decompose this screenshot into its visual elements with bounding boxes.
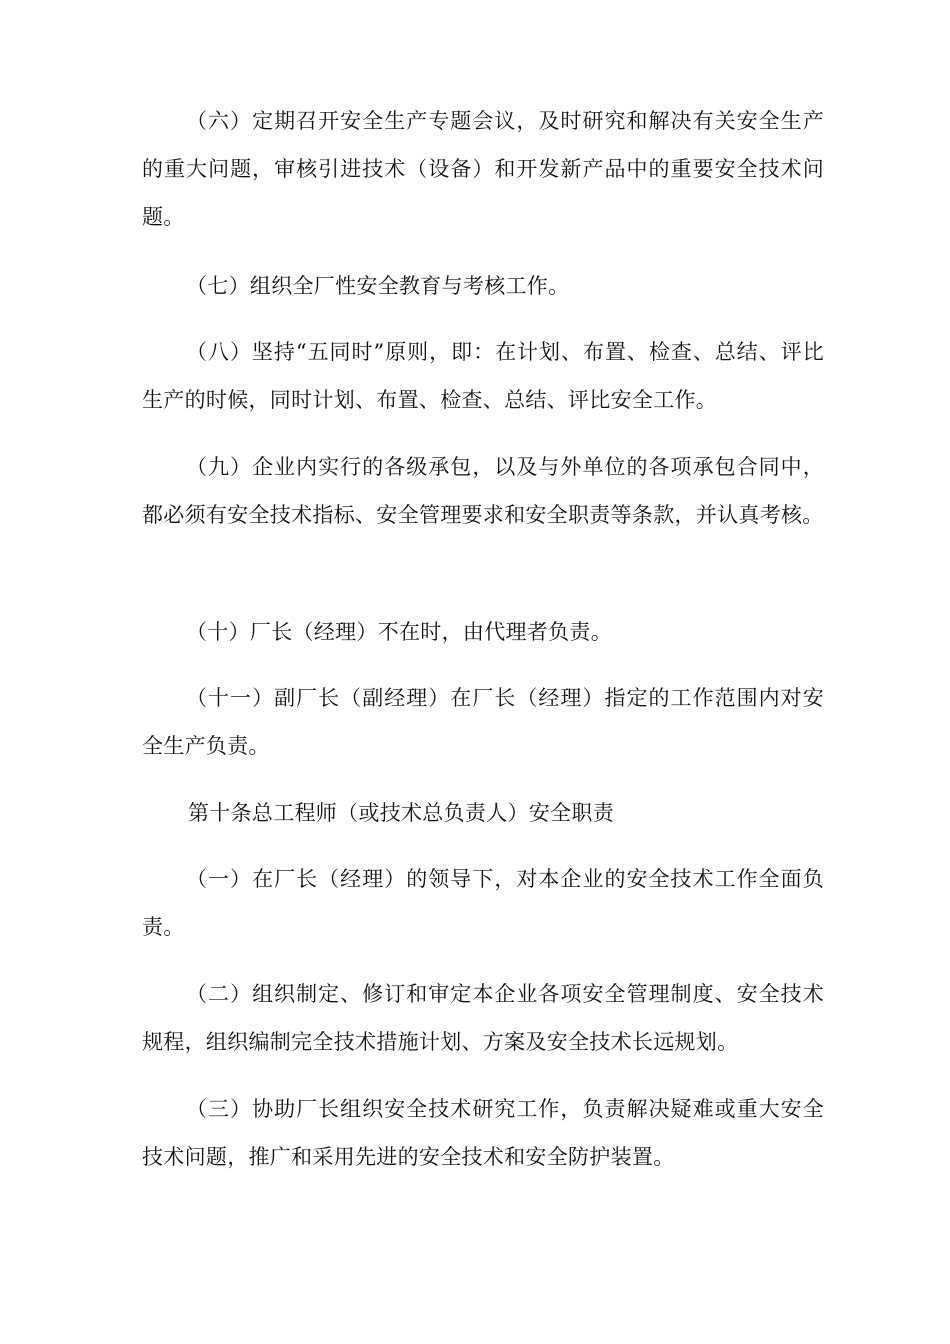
paragraph-item-3: （三）协助厂长组织安全技术研究工作，负责解决疑难或重大安全技术问题，推广和采用先进的安全技术和安全防护装置。 (142, 1097, 824, 1169)
paragraph-item-9: （九）企业内实行的各级承包，以及与外单位的各项承包合同中，都必须有安全技术指标、安全管理要求和安全职责等条款，并认真考核。 (142, 455, 824, 527)
paragraph-item-8: （八）坚持“五同时”原则，即：在计划、布置、检查、总结、评比生产的时候，同时计划、布置、检查、总结、评比安全工作。 (142, 340, 824, 412)
paragraph-item-2: （二）组织制定、修订和审定本企业各项安全管理制度、安全技术规程，组织编制完全技术措施计划、方案及安全技术长远规划。 (142, 982, 824, 1054)
paragraph-item-10: （十）厂长（经理）不在时，由代理者负责。 (186, 620, 612, 644)
paragraph-item-7: （七）组织全厂性安全教育与考核工作。 (186, 274, 570, 298)
paragraph-item-11: （十一）副厂长（副经理）在厂长（经理）指定的工作范围内对安全生产负责。 (142, 686, 824, 758)
paragraph-item-6: （六）定期召开安全生产专题会议，及时研究和解决有关安全生产的重大问题，审核引进技术（设备）和开发新产品中的重要安全技术问题。 (142, 109, 824, 229)
paragraph-item-1: （一）在厂长（经理）的领导下，对本企业的安全技术工作全面负责。 (142, 867, 824, 939)
section-heading-article-10: 第十条总工程师（或技术总负责人）安全职责 (188, 801, 614, 825)
